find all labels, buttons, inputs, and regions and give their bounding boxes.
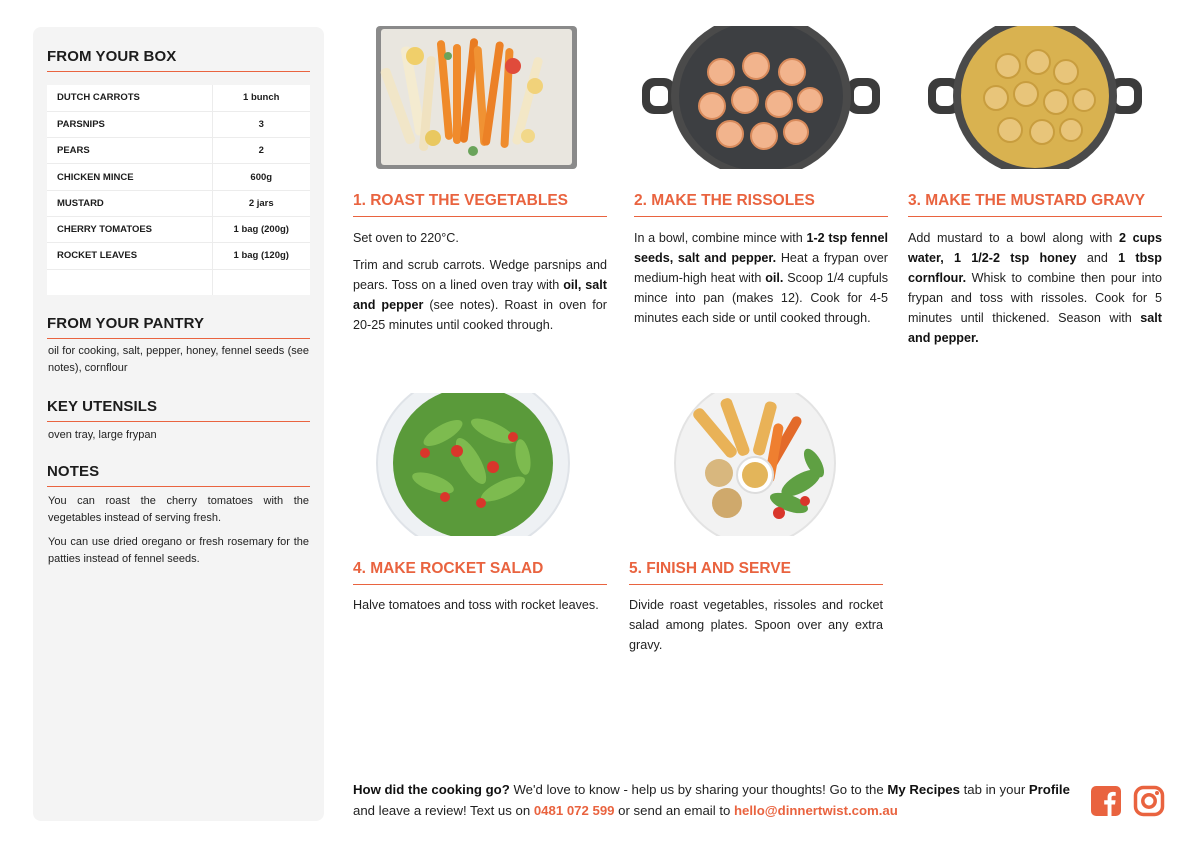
step-paragraph bbox=[353, 228, 607, 248]
note-1: You can roast the cherry tomatoes with the vegetables instead of serving fresh. bbox=[48, 495, 309, 524]
step-text: Heat a frypan over medium-high heat with bbox=[634, 251, 888, 285]
ingredient-name: ROCKET LEAVES bbox=[47, 243, 212, 269]
ingredient-name: PEARS bbox=[47, 138, 212, 164]
ingredient-row bbox=[47, 216, 310, 242]
ingredients-table bbox=[47, 85, 310, 295]
ingredient-name: CHERRY TOMATOES bbox=[47, 216, 212, 242]
footer-text-bold: Profile bbox=[1028, 782, 1070, 797]
step-1-body bbox=[353, 228, 607, 342]
ingredient-name: MUSTARD bbox=[47, 190, 212, 216]
ingredient-row bbox=[47, 111, 310, 137]
ingredient-row bbox=[47, 138, 310, 164]
footer-contact-link[interactable]: hello@dinnertwist.com.au bbox=[734, 803, 898, 818]
footer-text: and leave a review! Text us on bbox=[353, 803, 534, 818]
ingredient-qty: 1 bag (120g) bbox=[212, 243, 310, 269]
ingredient-name: PARSNIPS bbox=[47, 111, 212, 137]
footer-text: or send an email to bbox=[614, 803, 734, 818]
footer-text-bold: My Recipes bbox=[887, 782, 960, 797]
footer-text-bold: How did the cooking go? bbox=[353, 782, 510, 797]
utensils-text: oven tray, large frypan bbox=[48, 429, 157, 441]
step-2-photo bbox=[634, 26, 888, 169]
instagram-icon[interactable] bbox=[1133, 785, 1165, 817]
step-4-body bbox=[353, 595, 607, 622]
pantry-text: oil for cooking, salt, pepper, honey, fennel seeds (see notes), cornflour bbox=[48, 345, 309, 374]
step-text: Add mustard to a bowl along with bbox=[908, 231, 1119, 245]
step-3-title: 3. MAKE THE MUSTARD GRAVY bbox=[908, 192, 1162, 217]
step-paragraph bbox=[629, 595, 883, 655]
sidebar bbox=[33, 27, 324, 821]
step-3-body bbox=[908, 228, 1162, 355]
notes-heading: NOTES bbox=[47, 463, 310, 487]
ingredient-row-empty bbox=[47, 269, 310, 295]
ingredient-name-empty bbox=[47, 269, 212, 295]
ingredient-row bbox=[47, 85, 310, 111]
step-text: (see notes). Roast in oven for 20-25 minutes until cooked through. bbox=[353, 298, 607, 332]
step-4-title: 4. MAKE ROCKET SALAD bbox=[353, 560, 607, 585]
key-utensils-heading: KEY UTENSILS bbox=[47, 398, 310, 422]
step-4-photo bbox=[353, 393, 607, 536]
feedback-footer bbox=[353, 779, 1073, 821]
ingredient-qty: 1 bag (200g) bbox=[212, 216, 310, 242]
step-text-bold: 1 tbsp cornflour. bbox=[908, 251, 1162, 285]
step-paragraph bbox=[353, 255, 607, 335]
step-text: Divide roast vegetables, rissoles and rocket salad among plates. Spoon over any extra gravy. bbox=[629, 598, 883, 652]
step-1-photo bbox=[353, 26, 607, 169]
note-2: You can use dried oregano or fresh rosemary for the patties instead of fennel seeds. bbox=[48, 536, 309, 565]
step-text: and bbox=[1076, 251, 1119, 265]
step-text: Halve tomatoes and toss with rocket leaves. bbox=[353, 598, 599, 612]
ingredient-qty-empty bbox=[212, 269, 310, 295]
footer-text: tab in your bbox=[959, 782, 1029, 797]
step-5-title: 5. FINISH AND SERVE bbox=[629, 560, 883, 585]
step-5-photo bbox=[629, 393, 883, 536]
from-your-box-heading: FROM YOUR BOX bbox=[47, 48, 310, 72]
ingredient-qty: 3 bbox=[212, 111, 310, 137]
ingredient-row bbox=[47, 190, 310, 216]
step-5-body bbox=[629, 595, 883, 662]
ingredient-qty: 2 jars bbox=[212, 190, 310, 216]
step-1-title: 1. ROAST THE VEGETABLES bbox=[353, 192, 607, 217]
step-paragraph bbox=[634, 228, 888, 328]
footer-text: We'd love to know - help us by sharing your thoughts! Go to the bbox=[509, 782, 888, 797]
step-text: In a bowl, combine mince with bbox=[634, 231, 807, 245]
step-text-bold: oil. bbox=[765, 271, 784, 285]
ingredient-qty: 2 bbox=[212, 138, 310, 164]
step-2-body bbox=[634, 228, 888, 335]
step-text-bold: 2 cups water, 1 1/2-2 tsp honey bbox=[908, 231, 1163, 265]
step-2-title: 2. MAKE THE RISSOLES bbox=[634, 192, 888, 217]
ingredient-name: DUTCH CARROTS bbox=[47, 85, 212, 111]
ingredient-qty: 1 bunch bbox=[212, 85, 310, 111]
step-text-bold: salt and pepper. bbox=[908, 311, 1162, 345]
step-3-photo bbox=[908, 26, 1162, 169]
ingredient-qty: 600g bbox=[212, 164, 310, 190]
footer-contact-link[interactable]: 0481 072 599 bbox=[533, 803, 615, 818]
step-text: Trim and scrub carrots. Wedge parsnips and pears. Toss on a lined oven tray with bbox=[353, 258, 607, 292]
step-text: Scoop 1/4 cupfuls mince into pan (makes 12). Cook for 4-5 minutes each side or until cooked through. bbox=[634, 271, 888, 325]
step-text: Set oven to 220°C. bbox=[353, 231, 459, 245]
from-your-pantry-heading: FROM YOUR PANTRY bbox=[47, 315, 310, 339]
step-paragraph bbox=[353, 595, 607, 615]
facebook-icon[interactable] bbox=[1090, 785, 1122, 817]
ingredient-row bbox=[47, 243, 310, 269]
ingredient-name: CHICKEN MINCE bbox=[47, 164, 212, 190]
step-text-bold: 1-2 tsp fennel seeds, salt and pepper. bbox=[634, 231, 888, 265]
ingredient-row bbox=[47, 164, 310, 190]
step-text: Whisk to combine then pour into frypan and toss with rissoles. Cook for 5 minutes until thickened. Season with bbox=[908, 271, 1162, 325]
step-text-bold: oil, salt and pepper bbox=[353, 278, 607, 312]
step-paragraph bbox=[908, 228, 1162, 348]
